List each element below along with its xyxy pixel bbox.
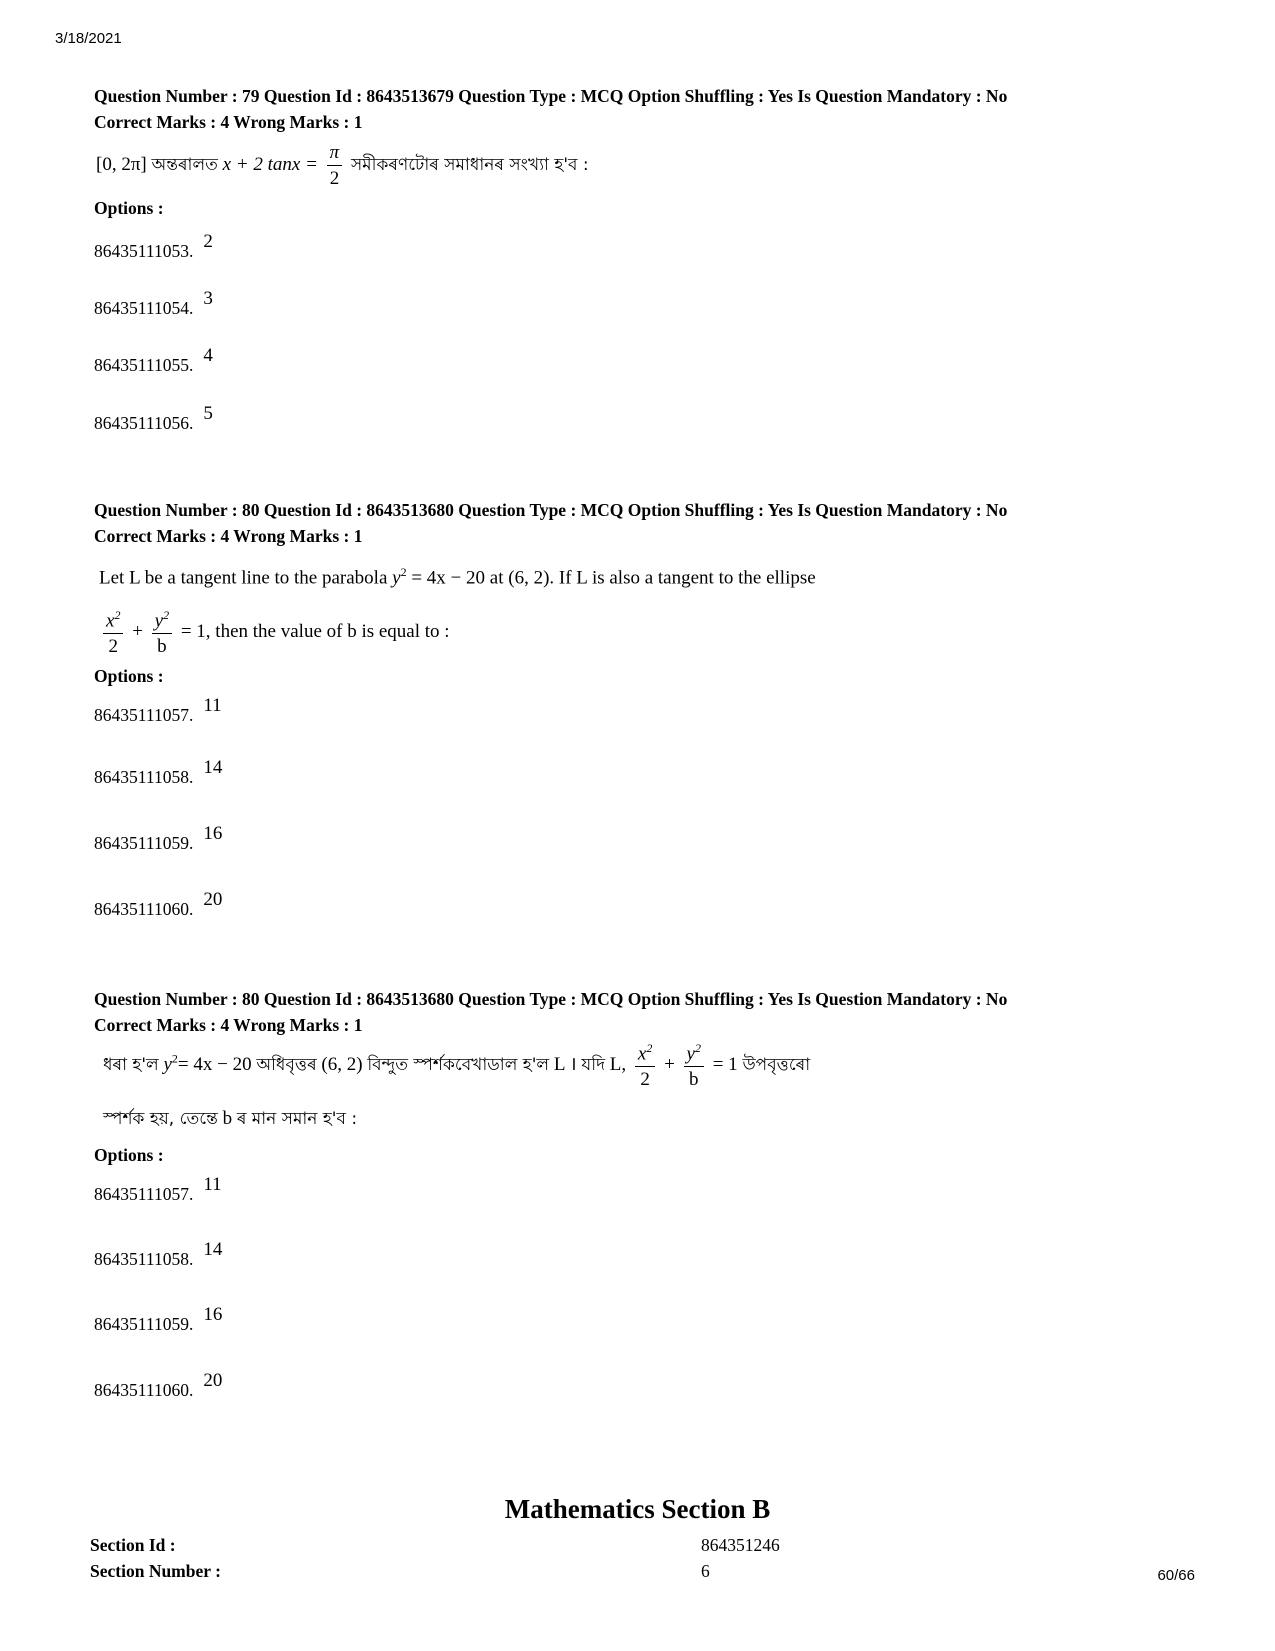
option-id: 86435111058.: [94, 1249, 194, 1269]
fraction-numerator: $x^2$: [635, 1042, 655, 1067]
option-item: [94, 403, 213, 435]
options-label: Options :: [94, 198, 164, 218]
option-item: [94, 1174, 222, 1206]
option-id: 86435111055.: [94, 355, 194, 375]
option-id: 86435111060.: [94, 1380, 194, 1400]
question-stem: [103, 1042, 810, 1089]
options-label: Options :: [94, 1145, 164, 1165]
fraction-denominator: 2: [108, 636, 118, 658]
option-item: [94, 1239, 223, 1271]
question-meta-line: Question Number : 79 Question Id : 8643513679 Question Type : MCQ Option Shuffling : Yes Is Question Mandatory : No: [94, 86, 1008, 106]
question-stem-line2: [103, 1106, 357, 1134]
option-item: [94, 1304, 223, 1336]
variable: b: [222, 1108, 233, 1129]
option-value: 5: [203, 403, 213, 424]
exponent: 2: [171, 1051, 178, 1066]
equation-text: = 4x − 20: [177, 1054, 252, 1076]
equation-text: x + 2 tanx =: [222, 153, 318, 175]
variable: y: [163, 1054, 172, 1076]
stem-text: উপবৃত্তৰো: [742, 1055, 811, 1076]
option-item: [94, 889, 223, 921]
option-value: 14: [203, 1239, 223, 1260]
question-marks-line: Correct Marks : 4 Wrong Marks : 1: [94, 525, 363, 546]
stem-text: যদি: [581, 1055, 606, 1076]
option-value: 3: [203, 288, 213, 309]
question-marks-line: Correct Marks : 4 Wrong Marks : 1: [94, 1014, 363, 1035]
fraction-denominator: b: [689, 1069, 699, 1091]
stem-text: L ।: [553, 1054, 577, 1076]
print-date: 3/18/2021: [55, 30, 122, 47]
fraction-denominator: b: [157, 636, 167, 658]
section-id-label: Section Id :: [90, 1535, 176, 1555]
page-number: 60/66: [1157, 1567, 1195, 1584]
question-marks-line: Correct Marks : 4 Wrong Marks : 1: [94, 111, 363, 132]
interval-text: [0, 2π]: [96, 153, 147, 175]
option-id: 86435111057.: [94, 705, 194, 725]
option-value: 11: [203, 1174, 222, 1195]
fraction: [152, 609, 172, 656]
section-id-value: 864351246: [701, 1535, 780, 1555]
option-value: 14: [203, 757, 223, 778]
stem-text: বিন্দুত স্পৰ্শকবেখাডাল হ'ল: [367, 1055, 550, 1076]
stem-text: L,: [609, 1054, 627, 1076]
plus-sign: +: [132, 621, 143, 643]
question-header: [94, 84, 1007, 135]
question-stem-line2: [99, 609, 450, 656]
fraction-numerator: $x^2$: [103, 609, 123, 634]
section-title: Mathematics Section B: [504, 1494, 771, 1524]
option-value: 2: [203, 231, 213, 252]
fraction: [684, 1042, 704, 1089]
option-id: 86435111059.: [94, 833, 194, 853]
option-value: 11: [203, 695, 222, 716]
fraction-numerator: π: [327, 143, 343, 166]
option-id: 86435111054.: [94, 298, 194, 318]
option-item: [94, 345, 213, 377]
option-id: 86435111060.: [94, 899, 194, 919]
option-value: 4: [203, 345, 213, 366]
fraction-denominator: 2: [640, 1069, 650, 1091]
question-header: [94, 498, 1007, 549]
section-number-label: Section Number :: [90, 1561, 221, 1581]
stem-text: ধৰা হ'ল: [103, 1055, 159, 1076]
options-label: Options :: [94, 666, 164, 686]
stem-text: অন্তৰালত: [151, 154, 218, 175]
stem-text: = 4x − 20 at (6, 2). If L is also a tangent to the ellipse: [411, 567, 816, 589]
fraction: [635, 1042, 655, 1089]
option-id: 86435111056.: [94, 413, 194, 433]
option-value: 20: [203, 1370, 223, 1391]
question-meta-line: Question Number : 80 Question Id : 8643513680 Question Type : MCQ Option Shuffling : Yes Is Question Mandatory : No: [94, 500, 1008, 520]
option-value: 16: [203, 1304, 223, 1325]
stem-text: = 1, then the value of b is equal to :: [180, 621, 450, 643]
fraction-numerator: $y^2$: [152, 609, 172, 634]
question-stem: [99, 565, 816, 589]
stem-text: ৰ মান সমান হ'ব :: [236, 1109, 358, 1129]
plus-sign: +: [664, 1054, 675, 1076]
fraction: [327, 143, 343, 188]
fraction-denominator: 2: [329, 168, 340, 189]
option-item: [94, 1370, 223, 1402]
question-header: [94, 987, 1007, 1038]
stem-text: সমীকৰণটোৰ সমাধানৰ সংখ্যা হ'ব :: [350, 154, 589, 175]
option-item: [94, 757, 223, 789]
question-stem: [96, 143, 589, 188]
section-number-value: 6: [701, 1561, 710, 1581]
option-value: 16: [203, 823, 223, 844]
option-id: 86435111058.: [94, 767, 194, 787]
option-id: 86435111057.: [94, 1184, 194, 1204]
option-item: [94, 231, 213, 263]
option-value: 20: [203, 889, 223, 910]
fraction-numerator: $y^2$: [684, 1042, 704, 1067]
fraction: [103, 609, 123, 656]
stem-text: স্পৰ্শক হয়, তেন্তে: [103, 1109, 218, 1129]
option-item: [94, 288, 213, 320]
equation-text: = 1: [712, 1054, 738, 1076]
option-item: [94, 823, 223, 855]
stem-text: Let L be a tangent line to the parabola: [99, 567, 388, 589]
point-text: (6, 2): [321, 1054, 363, 1076]
option-item: [94, 695, 222, 727]
question-meta-line: Question Number : 80 Question Id : 8643513680 Question Type : MCQ Option Shuffling : Yes Is Question Mandatory : No: [94, 989, 1008, 1009]
option-id: 86435111059.: [94, 1314, 194, 1334]
exponent: 2: [400, 565, 407, 579]
option-id: 86435111053.: [94, 241, 194, 261]
stem-text: অধিবৃত্তৰ: [256, 1055, 317, 1076]
variable: y: [392, 567, 401, 589]
